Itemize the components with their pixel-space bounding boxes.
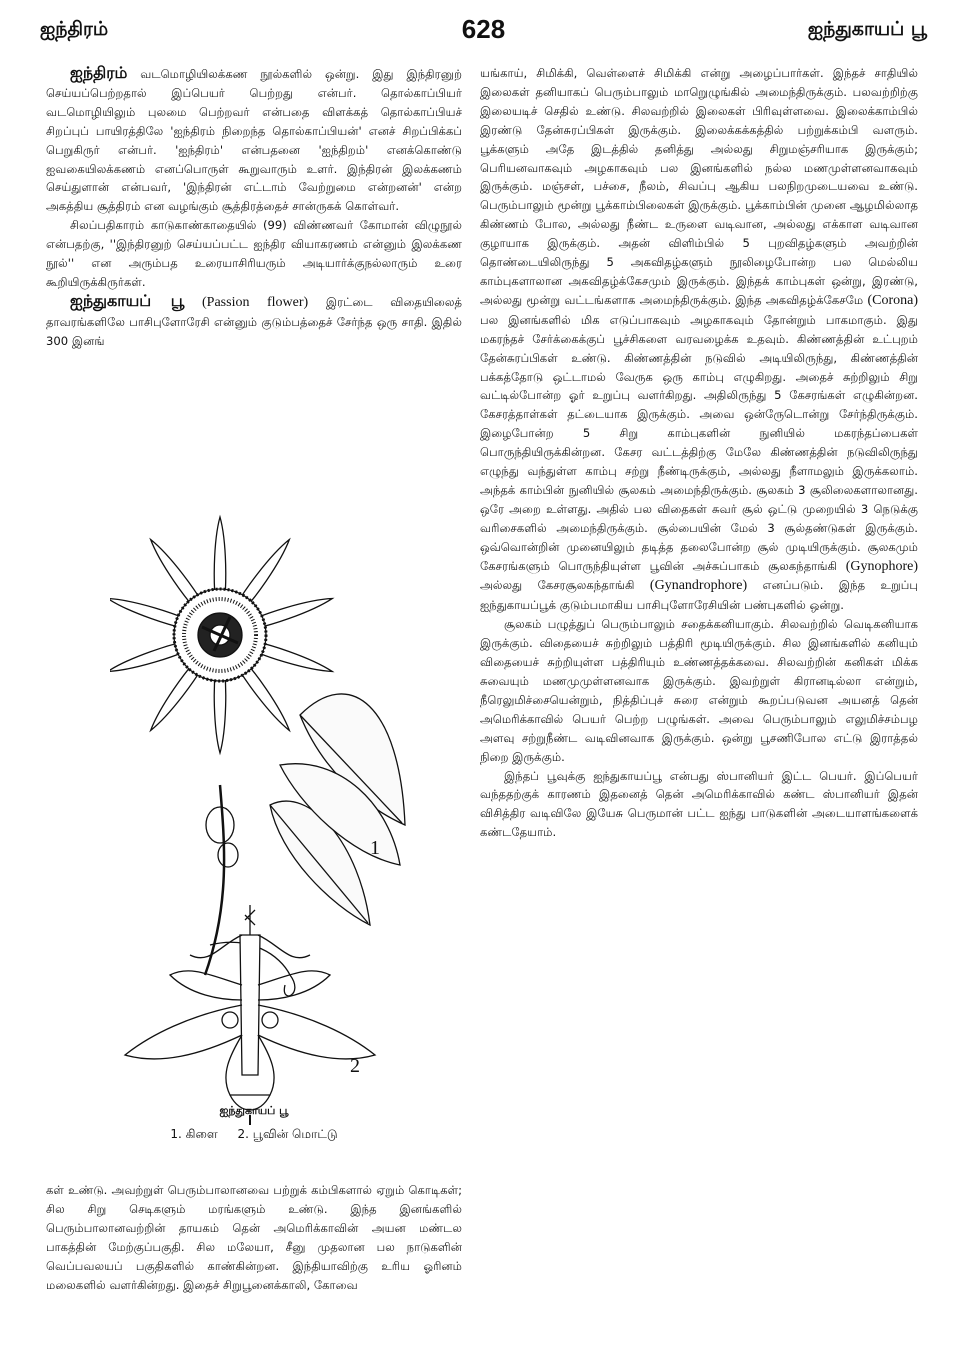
entry-aindiram xyxy=(46,64,462,216)
right-column xyxy=(480,64,918,842)
term-corona: (Corona) xyxy=(867,292,918,308)
left-column-top xyxy=(46,64,462,351)
right-para-1-c: அல்லது கேசரசூலகந்தாங்கி xyxy=(480,578,635,593)
entry-passion-flower xyxy=(46,292,462,351)
entry-title-passion-flower: ஐந்துகாயப் பூ xyxy=(70,290,185,310)
header-right-title: ஐந்துகாயப் பூ xyxy=(807,18,927,40)
figure-caption-items xyxy=(46,1127,462,1143)
right-para-1-d: எனப்படும். இந்த உறுப்பு ஐந்துகாயப்பூக் குடும்பமாகிய பாசிபுளோரேசியின் பண்புகளில் ஒன்று. xyxy=(480,578,919,613)
entry-body-aindiram: வடமொழியிலக்கண நூல்களில் ஒன்று. இது இந்திரனுற் செய்யப்பெற்றதால் இப்பெயர் பெற்றது என்பர். தொல்காப்பியர் வடமொழியிலும் புலமை பெற்றவர் என்பதை விளக்கத் தொல்காப்பியச் சிறப்புப் பாயிரத்திலே 'ஐந்திரம் நிறைந்த தொல்காப்பியன்' எனச் சிறப்பிக்கப் பெறுகிருர் என்பர். 'ஐந்திரம்' என்பதனை 'ஐந்திறம்' எனக்கொண்டு ஐவகையிலக்கணம் எனப்பொருள் கூறுவாரும் உளர். இந்திரன் இலக்கணம் செய்துளான் என்பவர், 'இந்திரன் எட்டாம் வேற்றுமை என்றனன்' என்ற அகத்திய சூத்திரம் என வழங்கும் சூத்திரத்தைச் சான்ருகக் கொள்வர். xyxy=(46,67,462,214)
figure-caption-title: ஐந்துகாயப் பூ xyxy=(219,1104,289,1117)
figure-label-2: 2 xyxy=(350,1055,360,1077)
header-left-title: ஐந்திரம் xyxy=(40,18,109,40)
term-gynandrophore: (Gynandrophore) xyxy=(649,578,748,594)
right-para-1 xyxy=(480,64,918,615)
passion-flower-illustration xyxy=(110,505,410,1125)
page-number: 628 xyxy=(461,14,506,44)
term-gynophore: (Gynophore) xyxy=(845,558,918,574)
left-bottom-text: கள் உண்டு. அவற்றுள் பெரும்பாலானவை பற்றுக் கம்பிகளால் ஏறும் கொடிகள்; சில சிறு செடிகளும் மரங்களும் உண்டு. இந்த இனங்களில் பெரும்பாலானவற்றின் தாயகம் தென் அமெரிக்காவின் அயன மண்டல பாகத்தின் மேற்குப்பகுதி. சில மலேயா, சீனு முதலான பல நாடுகளின் வெப்பவலயப் பகுதிகளில் காண்கின்றன. இந்தியாவிற்கு உரிய ஓரினம் மலைகளில் வளர்கின்றது. இதைச் சிறுபூனைக்காலி, கோவை xyxy=(46,1183,462,1292)
right-para-3: இந்தப் பூவுக்கு ஐந்துகாயப்பூ என்பது ஸ்பானியர் இட்ட பெயர். இப்பெயர் வந்ததற்குக் காரணம் இதனைத் தென் அமெரிக்காவில் கண்ட ஸ்பானியர் இதன் விசித்திர வடிவிலே இயேசு பெருமான் பட்ட ஐந்து பாடுகளின் அடையாளங்களைக் கண்டதேயாம். xyxy=(480,768,918,840)
entry-title-aindiram: ஐந்திரம் xyxy=(70,63,128,82)
right-para-1-b: பல இனங்களில் மிக எடுப்பாகவும் அழகாகவும் தோன்றும் பாகமாகும். இது மகரந்தச் சேர்க்கைக்குப் பூச்சிகளை வரவழைக்க உதவும். கிண்ணத்தின் உட்புறம் தேன்சுரப்பிகள் உண்டு. கிண்ணத்தின் நடுவில் அடியிலிருந்து, கிண்ணத்தின் பக்கத்தோடு ஒட்டாமல் வேருக ஒரு காம்பு எழுகிறது. அதைச் சுற்றிலும் சிறு வட்டில்போன்ற ஓர் உறுப்பு வளர்கிறது. அதிலிருந்து 5 கேசரங்கள் எழுகின்றன. கேசரத்தாள்கள் தட்டையாக இருக்கும். அவை ஒன்ருேடொன்று சேர்ந்திருக்கும். இழைபோன்ற 5 சிறு காம்புகளின் நுனியில் மகரந்தப்பைகள் பொருந்தியிருக்கின்றன. கேசர வட்டத்திற்கு மேலே கிண்ணத்தின் நடுவிலிருந்து எழுந்து வந்துள்ள காம்பு சற்று நீண்டிருக்கும், அல்லது நீளாமலும் இருக்கலாம். அந்தக் காம்பின் நுனியில் சூலகம் அமைந்திருக்கும். சூலகம் 3 சூலிலைகளாலானது. ஒரே அறை உள்ளது. அதில் பல விதைகள் சுவர் சூல் ஒட்டு முறையில் 3 நெடுக்கு வரிசைகளில் அமைந்திருக்கும். சூல்பையின் மேல் 3 சூல்தண்டுகள் இருக்கும். ஒவ்வொன்றின் முனையிலும் தடித்த தலைபோன்ற சூல் முடியிருக்கும். சூலகமும் கேசரங்களும் பொருந்தியுள்ள பூவின் அச்சுப்பாகம் சூலகந்தாங்கி xyxy=(480,312,918,573)
running-header xyxy=(0,14,967,52)
left-column-bottom xyxy=(46,1181,462,1294)
entry-aindiram-para2: சிலப்பதிகாரம் காடுகாண்காதையில் (99) விண்ணவர் கோமான் விழுநூல் என்பதற்கு, ''இந்திரனுற் செய்யப்பட்ட ஐந்திர வியாகரணம் என்னும் இலக்கண நூல்'' என அரும்பத உரையாசிரியரும் அடியார்க்குநல்லாரும் உரை கூறியிருக்கிருர்கள். xyxy=(46,218,462,289)
caption-item-2: 2. பூவின் மொட்டு xyxy=(237,1127,338,1141)
entry-body-passion-flower: இரட்டை விதையிலைத் தாவரங்களிலே பாசிபுளோரேசி என்னும் குடும்பத்தைச் சேர்ந்த ஒரு சாதி. இதில் 300 இனங் xyxy=(46,294,463,348)
right-para-1-a: யங்காய், சிமிக்கி, வெள்ளைச் சிமிக்கி என்று அழைப்பார்கள். இந்தச் சாதியில் இலைகள் தனியாகப் பெரும்பாலும் மாறுெழுங்கில் அமைந்திருக்கும். பலவற்றிற்கு இலையடிச் செதில் உண்டு. சிலவற்றில் இலைகள் பிரிவுள்ளவை. இலைக்காம்பில் இரண்டு தேன்சுரப்பிகள் இருக்கும். இலைக்கக்கத்தில் பற்றுக்கம்பி வளரும். பூக்களும் அதே இடத்தில் தனித்து அல்லது சிறுமஞ்சரியாக இருக்கும்; பெரியனவாகவும் அழகாகவும் பல இனங்களில் நல்ல மணமுள்ளனவாகவும் இருக்கும். மஞ்சள், பச்சை, நீலம், சிவப்பு ஆகிய பலநிறமுடையவை உண்டு. பெரும்பாலும் மூன்று பூக்காம்பிலைகள் இருக்கும். பூக்காம்பின் முனை ஆழமில்லாத கிண்ணம் போல, அல்லது நீண்ட உருளை வடிவான, அல்லது எக்காள வடிவான குழாயாக இருக்கும். அதன் விளிம்பில் 5 புறவிதழ்களும் அவற்றின் தொண்டையிலிருந்து 5 அகவிதழ்களும் நூலிழைபோன்ற பல மெல்லிய காம்புகளாலான அகவிதழ்க்கேசமும் இருக்கும். இந்தக் காம்புகள் ஒன்று, இரண்டு, அல்லது மூன்று வட்டங்களாக அமைந்திருக்கும். இந்த அகவிதழ்க்கேசமே xyxy=(480,66,918,307)
figure-label-1: 1 xyxy=(370,837,380,859)
entry-latin-name: (Passion flower) xyxy=(202,294,309,310)
flower-drawing xyxy=(110,505,410,1125)
right-para-2: சூலகம் பழுத்துப் பெரும்பாலும் சதைக்கனியாகும். சிலவற்றில் வெடிகனியாக இருக்கும். விதையைச் சுற்றிலும் பத்திரி மூடியிருக்கும். சில இனங்களில் கனியும் விதையைச் சுற்றியுள்ள பத்திரியும் உண்ணத்தக்கவை. சிலவற்றின் கனிகள் மிக்க சுவையும் மணமுமுள்ளனவாக இருக்கும். இவற்றுள் கிரானடில்லா என்றும், நீரெலுமிச்சையென்றும், நித்திப்புச் சுரை என்றும் கூறப்படுவன அயனத் தென் அமெரிக்காவில் பெயர் பெற்ற பழுங்கள். அவை பெரும்பாலும் எலுமிச்சம்பழ அளவு சற்றுநீண்ட வடிவினவாக இருக்கும். ஒன்று பூசணிபோல எட்டு இராத்தல் நிறை இருக்கும். xyxy=(480,617,918,764)
caption-item-1: 1. கிளை xyxy=(170,1127,218,1141)
